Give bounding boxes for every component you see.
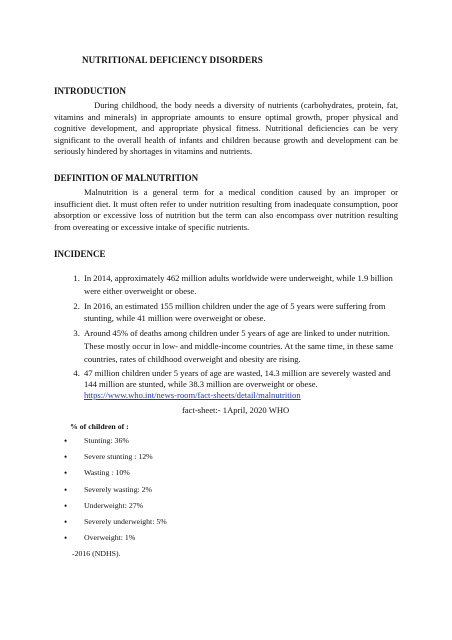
list-item: 2. In 2016, an estimated 155 million children under the age of 5 years were suffering from stunting, while 41 million were overweight or obese. (82, 300, 394, 325)
list-item: • Stunting: 36% (84, 436, 167, 452)
definition-text: Malnutrition is a general term for a medical condition caused by an improper or insufficient diet. It must often refer to under nutrition resulting from inadequate consumption, poor absorption or excessive loss of nutrition but the term can also encompass over nutrition resulting from overeating or excessive intake of specific nutrients. (54, 187, 398, 232)
list-item: 1. In 2014, approximately 462 million adults worldwide were underweight, while 1.9 billion were either overweight or obese. (82, 272, 394, 297)
list-item: • Severely wasting: 2% (84, 485, 167, 501)
children-stats-list (54, 436, 167, 549)
incidence-list (54, 272, 394, 404)
factsheet-citation: fact-sheet:- 1April, 2020 WHO (182, 405, 290, 415)
list-item: • Severe stunting : 12% (84, 452, 167, 468)
definition-paragraph (54, 187, 398, 233)
definition-heading: DEFINITION OF MALNUTRITION (54, 173, 199, 183)
children-heading: % of children of : (70, 422, 129, 431)
incidence-heading: INCIDENCE (54, 249, 106, 259)
list-item: 3. Around 45% of deaths among children under 5 years of age are linked to under nutrition. These mostly occur in low- and middle-income countries. At the same time, in these same countries, rates of childhood overweight and obesity are rising. (82, 327, 394, 365)
introduction-text: During childhood, the body needs a diversity of nutrients (carbohydrates, protein, fat, vitamins and minerals) in appropriate amounts to ensure optimal growth, proper physical and cognitive development, and appropriate physical fitness. Nutritional deficiencies can be very significant to the overall health of infants and children because growth and development can be seriously hindered by shortages in vitamins and nutrients. (54, 100, 398, 157)
introduction-heading: INTRODUCTION (54, 86, 127, 96)
list-item (82, 368, 394, 402)
introduction-paragraph (54, 100, 398, 158)
list-item: • Underweight: 27% (84, 501, 167, 517)
incidence-item-text: 47 million children under 5 years of age are wasted, 14.3 million are severely wasted and 144 million are stunted, while 38.3 million are overweight or obese. (84, 367, 391, 389)
list-item: • Overweight: 1% (84, 533, 167, 549)
who-link[interactable]: https://www.who.int/news-room/fact-sheets/detail/malnutrition (84, 390, 301, 401)
source-citation: -2016 (NDHS). (72, 549, 121, 558)
list-item: • Wasting : 10% (84, 468, 167, 484)
document-title: NUTRITIONAL DEFICIENCY DISORDERS (82, 55, 263, 65)
list-item: • Severely underweight: 5% (84, 517, 167, 533)
